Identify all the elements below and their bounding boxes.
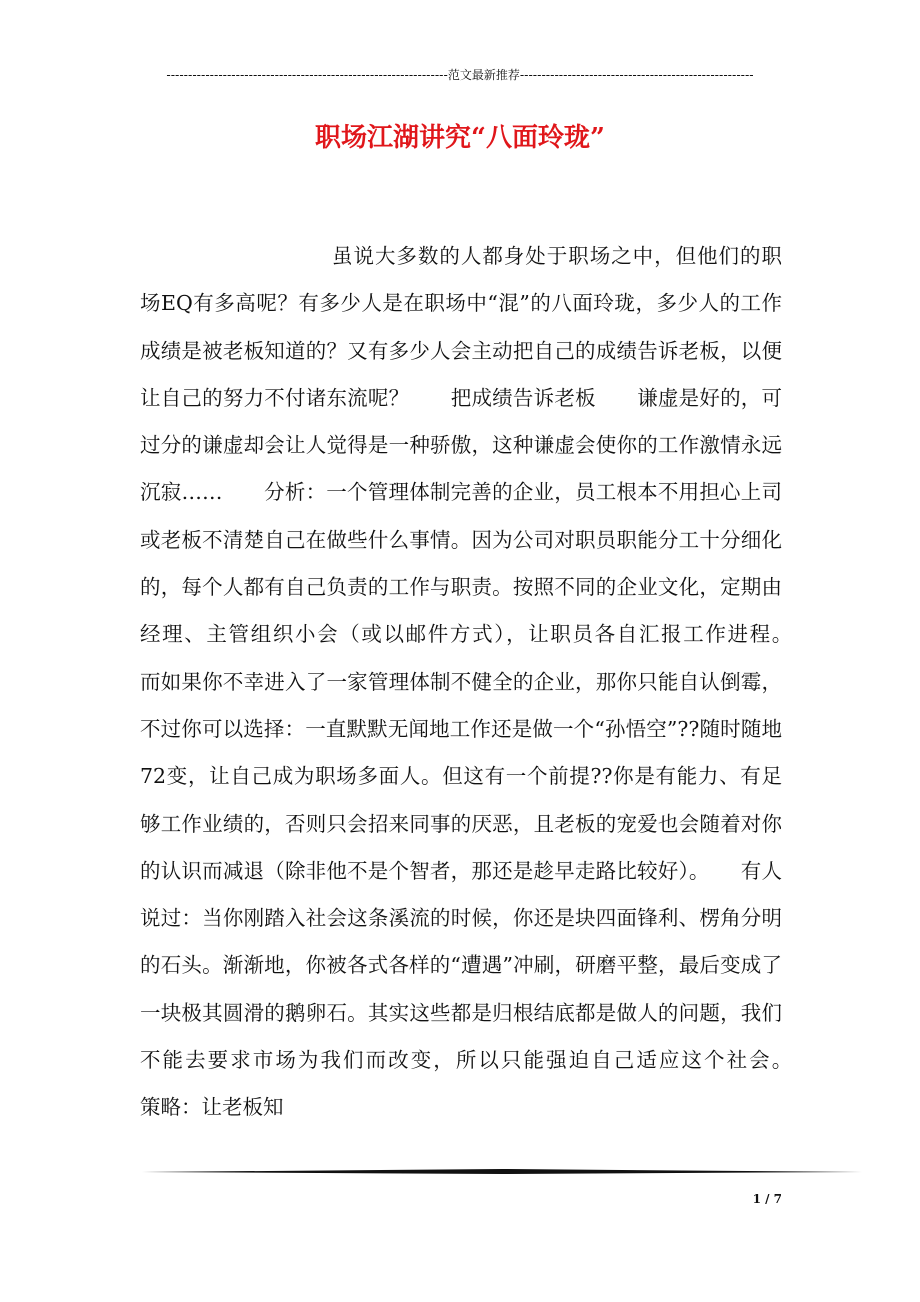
body-paragraph: 虽说大多数的人都身处于职场之中，但他们的职场EQ有多高呢？有多少人是在职场中“混”的八面玲珑，多少人的工作成绩是被老板知道的？又有多少人会主动把自己的成绩告诉老板，以便让自己的努力不付诸东流呢？ 把成绩告诉老板 谦虚是好的，可过分的谦虚却会让人觉得是一种骄傲，这种谦虚会使你的工作激情永远沉寂…… 分析：一个管理体制完善的企业，员工根本不用担心上司或老板不清楚自己在做些什么事情。因为公司对职员职能分工十分细化的，每个人都有自己负责的工作与职责。按照不同的企业文化，定期由经理、主管组织小会（或以邮件方式），让职员各自汇报工作进程。 而如果你不幸进入了一家管理体制不健全的企业，那你只能自认倒霉，不过你可以选择：一直默默无闻地工作还是做一个“孙悟空”??随时随地72变，让自己成为职场多面人。但这有一个前提??你是有能力、有足够工作业绩的，否则只会招来同事的厌恶，且老板的宠爱也会随着对你的认识而减退（除非他不是个智者，那还是趁早走路比较好）。 有人说过：当你刚踏入社会这条溪流的时候，你还是块四面锋利、楞角分明的石头。渐渐地，你被各式各样的“遭遇”冲刷，研磨平整，最后变成了一块极其圆滑的鹅卵石。其实这些都是归根结底都是做人的问题，我们不能去要求市场为我们而改变，所以只能强迫自己适应这个社会。 策略：让老板知 — [140, 244, 823, 1120]
footer-rule-line — [142, 1168, 862, 1176]
footer-rule — [142, 1168, 862, 1176]
page-header: -----------------------------------------------------------------范文最新推荐------------------------------------------------------ — [166, 68, 754, 82]
document-title: 职场江湖讲究“八面玲珑” — [315, 123, 605, 153]
page-number: 1 / 7 — [752, 1192, 782, 1206]
